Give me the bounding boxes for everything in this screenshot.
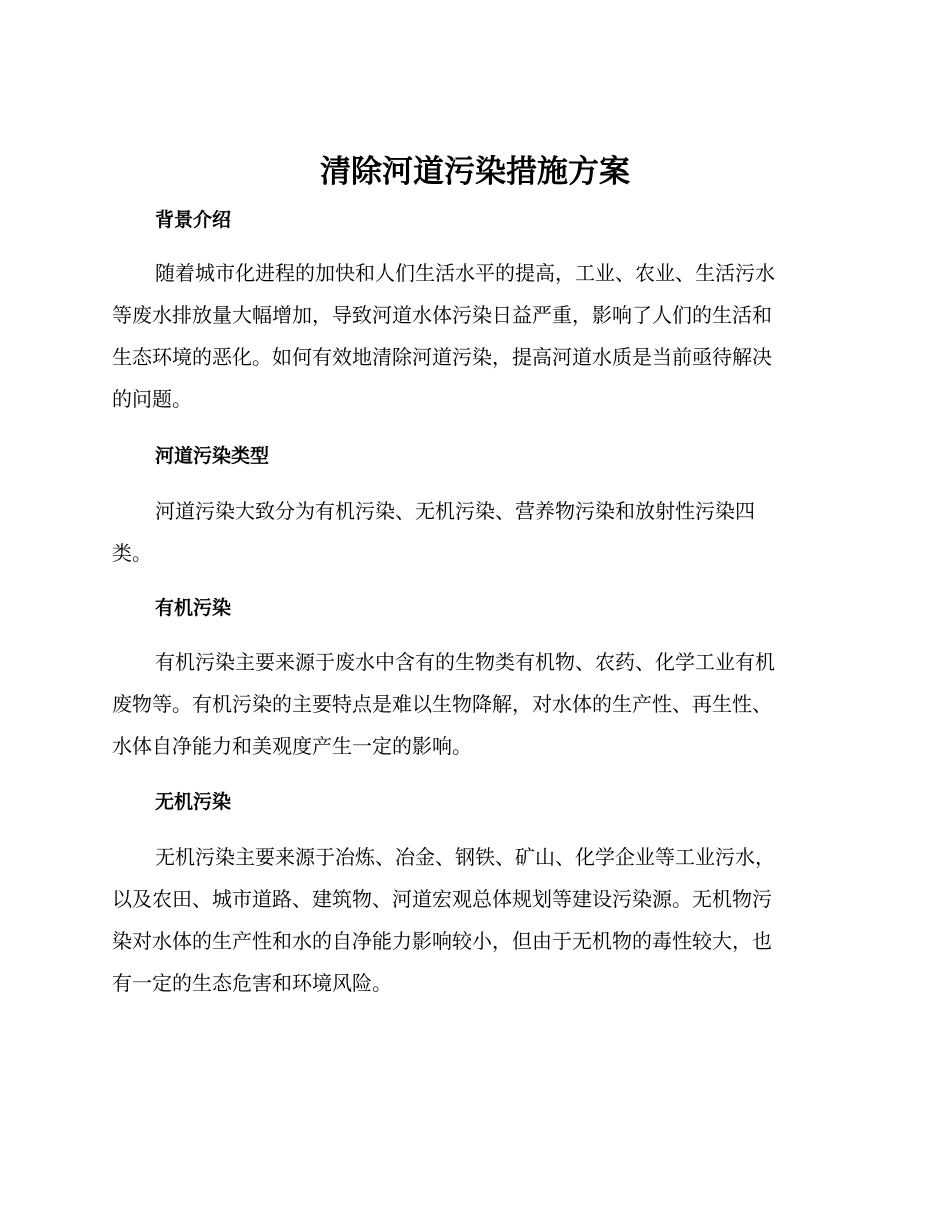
section-heading-inorganic-pollution: 无机污染 — [155, 791, 232, 813]
paragraph-line: 水体自净能力和美观度产生一定的影响。 — [112, 734, 472, 758]
paragraph-line: 有一定的生态危害和环境风险。 — [112, 971, 392, 995]
paragraph-line: 以及农田、城市道路、建筑物、河道宏观总体规划等建设污染源。无机物污 — [112, 887, 772, 911]
paragraph-line: 等废水排放量大幅增加，导致河道水体污染日益严重，影响了人们的生活和 — [112, 303, 772, 327]
paragraph-line: 的问题。 — [112, 387, 192, 411]
paragraph-line: 有机污染主要来源于废水中含有的生物类有机物、农药、化学工业有机 — [155, 650, 775, 674]
section-heading-organic-pollution: 有机污染 — [155, 597, 232, 619]
paragraph-line: 河道污染大致分为有机污染、无机污染、营养物污染和放射性污染四 — [155, 499, 755, 523]
paragraph-line: 生态环境的恶化。如何有效地清除河道污染，提高河道水质是当前亟待解决 — [112, 345, 772, 369]
document-title: 清除河道污染措施方案 — [320, 154, 630, 190]
section-heading-background: 背景介绍 — [155, 209, 232, 231]
paragraph-line: 染对水体的生产性和水的自净能力影响较小，但由于无机物的毒性较大，也 — [112, 929, 772, 953]
section-heading-pollution-types: 河道污染类型 — [155, 445, 270, 467]
section-paragraph-background — [112, 252, 832, 420]
section-paragraph-organic-pollution — [112, 641, 832, 767]
paragraph-line: 类。 — [112, 541, 152, 565]
section-paragraph-pollution-types — [112, 490, 832, 574]
paragraph-line: 无机污染主要来源于冶炼、冶金、钢铁、矿山、化学企业等工业污水， — [155, 845, 775, 869]
paragraph-line: 废物等。有机污染的主要特点是难以生物降解，对水体的生产性、再生性、 — [112, 692, 772, 716]
section-paragraph-inorganic-pollution — [112, 836, 832, 1004]
paragraph-line: 随着城市化进程的加快和人们生活水平的提高，工业、农业、生活污水 — [155, 261, 775, 285]
